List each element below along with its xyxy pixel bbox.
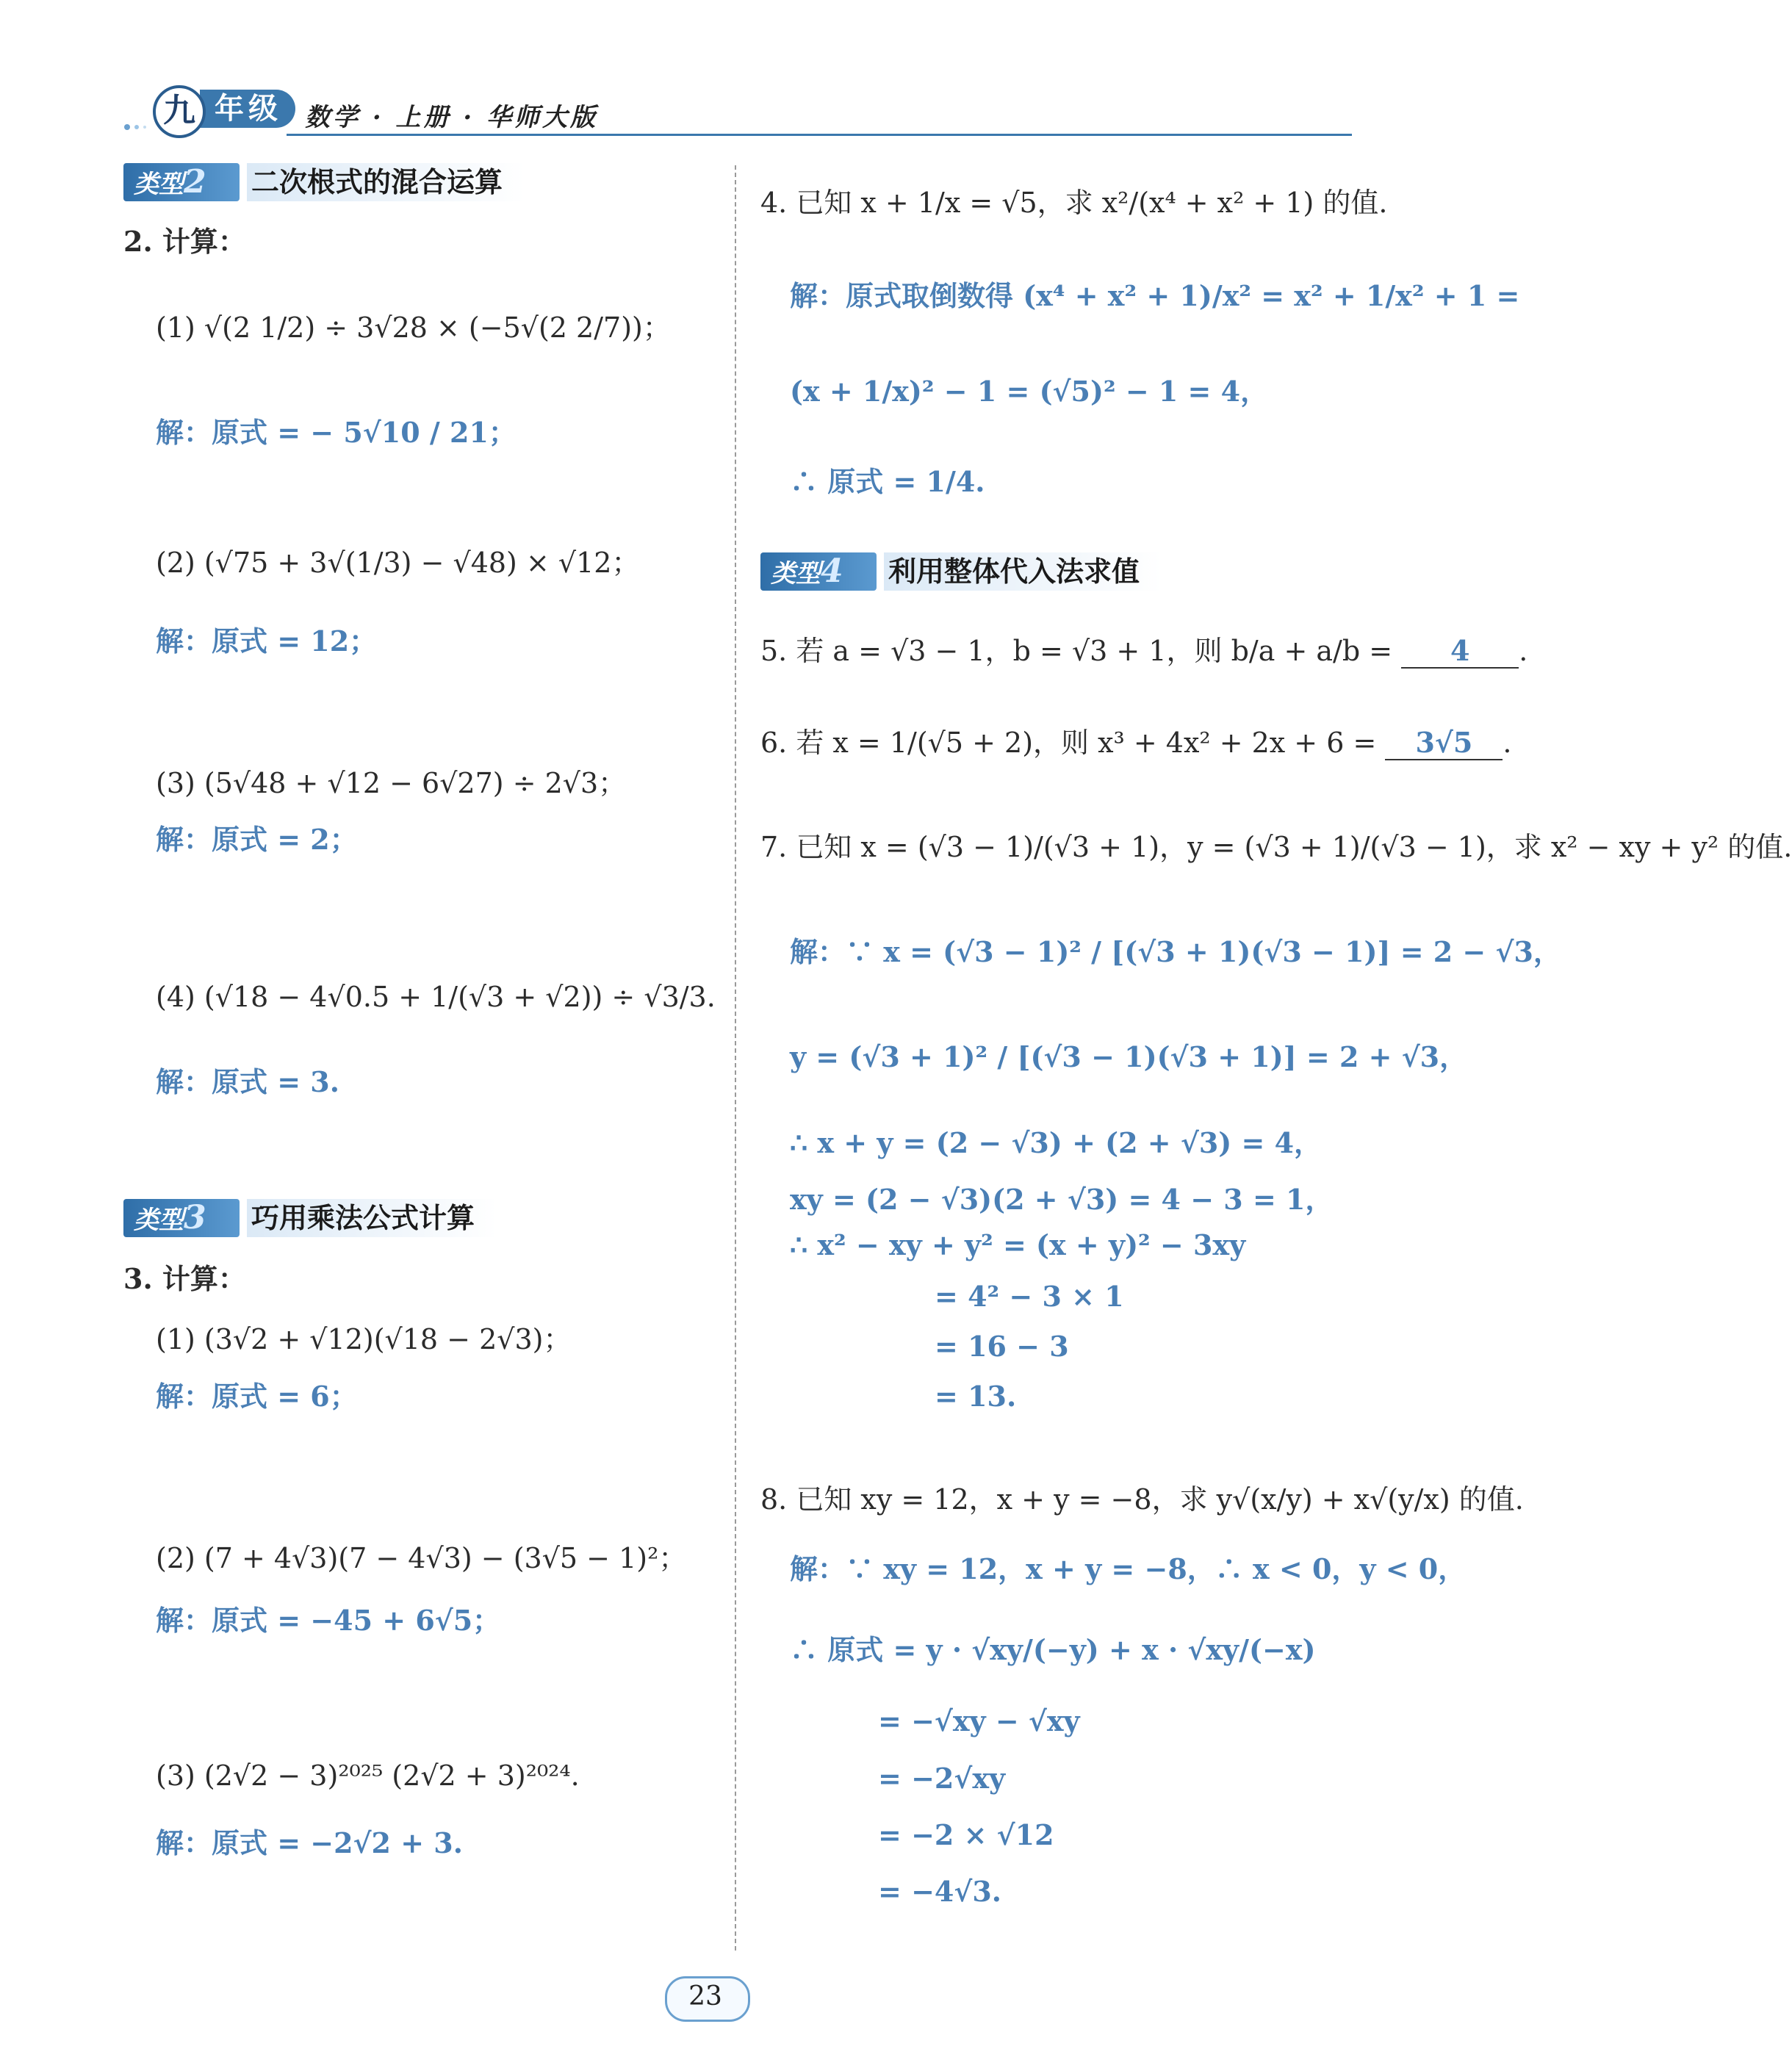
question-5: 5. 若 a = √3 − 1，b = √3 + 1，则 b/a + a/b = 4 .	[760, 634, 1528, 667]
answer-7-step-6: = 4² − 3 × 1	[935, 1280, 1124, 1313]
section-title: 巧用乘法公式计算	[247, 1199, 497, 1237]
grade-suffix: 年级	[200, 90, 295, 128]
answer-3-3: 解：原式 = −2√2 + 3.	[156, 1826, 463, 1859]
answer-3-2: 解：原式 = −45 + 6√5；	[156, 1604, 501, 1637]
page-number	[665, 1976, 746, 2017]
answer-4-step-3: ∴ 原式 = 1/4.	[790, 465, 985, 498]
header-rule	[287, 134, 1352, 136]
answer-2-2: 解：原式 = 12；	[156, 624, 378, 658]
answer-7-step-2: y = (√3 + 1)² / [(√3 − 1)(√3 + 1)] = 2 + √3，	[790, 1040, 1468, 1073]
question-8: 8. 已知 xy = 12，x + y = −8，求 y√(x/y) + x√(y/x) 的值.	[760, 1483, 1524, 1516]
question-2-4: (4) (√18 − 4√0.5 + 1/(√3 + √2)) ÷ √3/3.	[156, 981, 716, 1013]
section-tag: 类型2	[123, 163, 240, 201]
section-title: 二次根式的混合运算	[247, 163, 525, 201]
dots-decoration	[123, 123, 153, 131]
section-banner-3	[123, 1199, 667, 1237]
answer-4-step-1: 解：原式取倒数得 (x⁴ + x² + 1)/x² = x² + 1/x² + 1 =	[790, 279, 1520, 312]
answer-8-step-1: 解：∵ xy = 12，x + y = −8，∴ x < 0，y < 0，	[790, 1552, 1467, 1585]
answer-7-step-1: 解：∵ x = (√3 − 1)² / [(√3 + 1)(√3 − 1)] = 2 − √3，	[790, 935, 1561, 968]
question-2: 2. 计算：	[123, 225, 246, 258]
answer-2-3: 解：原式 = 2；	[156, 823, 358, 856]
column-divider	[735, 165, 736, 1951]
grade-number: 九	[153, 85, 206, 138]
question-7: 7. 已知 x = (√3 − 1)/(√3 + 1)，y = (√3 + 1)/(√3 − 1)，求 x² − xy + y² 的值.	[760, 831, 1792, 863]
answer-7-step-8: = 13.	[935, 1380, 1017, 1413]
question-3-3: (3) (2√2 − 3)²⁰²⁵ (2√2 + 3)²⁰²⁴.	[156, 1760, 580, 1792]
question-4: 4. 已知 x + 1/x = √5，求 x²/(x⁴ + x² + 1) 的值.	[760, 187, 1388, 219]
question-2-2: (2) (√75 + 3√(1/3) − √48) × √12；	[156, 547, 640, 579]
question-3: 3. 计算：	[123, 1262, 246, 1295]
section-banner-4	[760, 552, 1304, 591]
answer-6-blank: 3√5	[1385, 726, 1503, 760]
question-3-1: (1) (3√2 + √12)(√18 − 2√3)；	[156, 1323, 572, 1355]
answer-7-step-7: = 16 − 3	[935, 1330, 1069, 1363]
book-title: 数学 · 上册 · 华师大版	[305, 103, 599, 132]
answer-3-1: 解：原式 = 6；	[156, 1380, 358, 1413]
answer-8-step-2: ∴ 原式 = y · √xy/(−y) + x · √xy/(−x)	[790, 1633, 1316, 1666]
question-2-3: (3) (5√48 + √12 − 6√27) ÷ 2√3；	[156, 767, 627, 799]
answer-7-step-3: ∴ x + y = (2 − √3) + (2 + √3) = 4，	[790, 1126, 1323, 1159]
answer-4-step-2: (x + 1/x)² − 1 = (√5)² − 1 = 4，	[790, 375, 1269, 408]
grade-badge	[132, 81, 301, 134]
answer-7-step-4: xy = (2 − √3)(2 + √3) = 4 − 3 = 1，	[790, 1183, 1334, 1216]
page-number-text: 23	[688, 1981, 722, 2011]
answer-8-step-5: = −2 × √12	[878, 1818, 1054, 1851]
answer-5-blank: 4	[1401, 634, 1519, 669]
answer-8-step-6: = −4√3.	[878, 1875, 1001, 1908]
question-6-text: 6. 若 x = 1/(√5 + 2)，则 x³ + 4x² + 2x + 6 =	[760, 727, 1377, 759]
section-title: 利用整体代入法求值	[884, 552, 1162, 591]
answer-8-step-4: = −2√xy	[878, 1762, 1006, 1795]
question-3-2: (2) (7 + 4√3)(7 − 4√3) − (3√5 − 1)²；	[156, 1542, 687, 1574]
answer-2-4: 解：原式 = 3.	[156, 1065, 339, 1098]
question-6: 6. 若 x = 1/(√5 + 2)，则 x³ + 4x² + 2x + 6 = 3√5 .	[760, 726, 1512, 759]
section-banner-2	[123, 163, 667, 201]
answer-8-step-3: = −√xy − √xy	[878, 1704, 1080, 1737]
question-2-1: (1) √(2 1/2) ÷ 3√28 × (−5√(2 2/7))；	[156, 311, 671, 344]
answer-7-step-5: ∴ x² − xy + y² = (x + y)² − 3xy	[790, 1228, 1246, 1261]
section-tag: 类型3	[123, 1199, 240, 1237]
answer-2-1: 解：原式 = − 5√10 / 21；	[156, 416, 517, 449]
section-tag: 类型4	[760, 552, 877, 591]
page-header	[118, 81, 1352, 140]
question-5-text: 5. 若 a = √3 − 1，b = √3 + 1，则 b/a + a/b =	[760, 635, 1393, 667]
